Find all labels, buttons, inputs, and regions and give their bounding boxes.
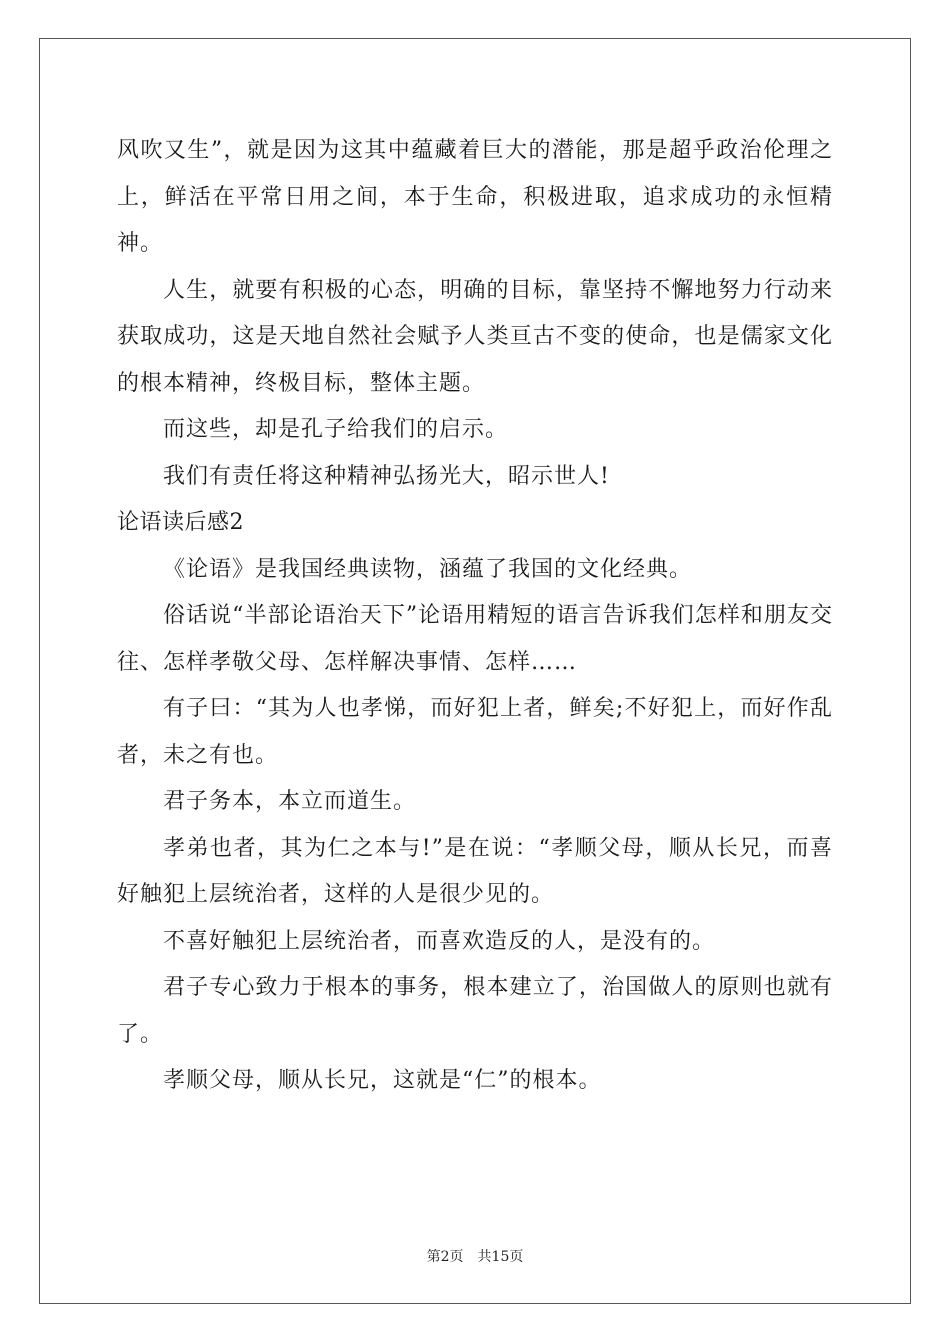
paragraph: 而这些，却是孔子给我们的启示。 xyxy=(163,417,509,442)
paragraph: 我们有责任将这种精神弘扬光大，昭示世人! xyxy=(163,463,610,489)
page-total: 共15页 xyxy=(477,1249,524,1265)
paragraph: 君子专心致力于根本的事务，根本建立了，治国做人的原则也就有了。 xyxy=(117,975,833,1047)
paragraph: 人生，就要有积极的心态，明确的目标，靠坚持不懈地努力行动来获取成功，这是天地自然社会赋予人类亘古不变的使命，也是儒家文化的根本精神，终极目标，整体主题。 xyxy=(117,277,833,396)
document-body xyxy=(117,128,833,1105)
paragraph: 有子曰：“其为人也孝悌，而好犯上者，鲜矣;不好犯上，而好作乱者，未之有也。 xyxy=(117,696,833,768)
paragraph: 孝弟也者，其为仁之本与!”是在说：“孝顺父母，顺从长兄，而喜好触犯上层统治者，这样的人是很少见的。 xyxy=(117,835,833,907)
paragraph: 不喜好触犯上层统治者，而喜欢造反的人，是没有的。 xyxy=(163,928,716,954)
page-footer xyxy=(0,1246,950,1266)
paragraph: 孝顺父母，顺从长兄，这就是“仁”的根本。 xyxy=(163,1068,602,1093)
page-number: 第2页 xyxy=(426,1249,464,1265)
paragraph: 俗话说“半部论语治天下”论语用精短的语言告诉我们怎样和朋友交往、怎样孝敬父母、怎样解决事情、怎样…… xyxy=(117,603,833,675)
paragraph: 君子务本，本立而道生。 xyxy=(163,789,417,814)
paragraph: 风吹又生”，就是因为这其中蕴藏着巨大的潜能，那是超乎政治伦理之上，鲜活在平常日用之间，本于生命，积极进取，追求成功的永恒精神。 xyxy=(117,138,833,256)
section-heading: 论语读后感2 xyxy=(117,510,244,535)
paragraph: 《论语》是我国经典读物，涵蕴了我国的文化经典。 xyxy=(163,556,693,582)
